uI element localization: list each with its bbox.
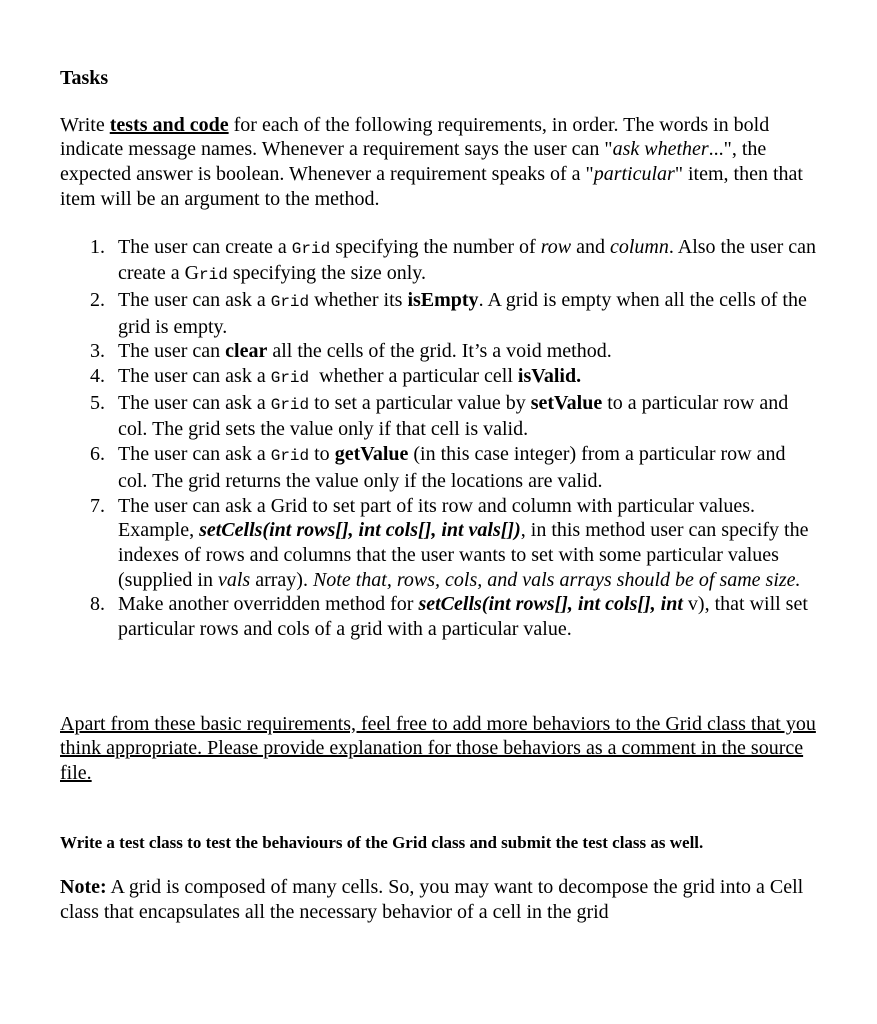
list-item-text — [118, 339, 818, 364]
text-run: Note: — [60, 875, 107, 898]
text-run: setCells(int rows[], int cols[], int — [418, 593, 683, 616]
list-item-number: 4. — [90, 365, 105, 388]
text-run: Grid — [270, 395, 310, 414]
text-run: column — [609, 235, 669, 258]
note-paragraph — [60, 875, 818, 924]
text-run: Grid — [291, 239, 331, 258]
text-run: whether its — [309, 288, 408, 311]
text-run: isValid. — [517, 365, 582, 388]
text-run: ...", the expected answer is boolean. Whenever a requirement speaks of a " — [60, 138, 767, 186]
list-item — [60, 494, 818, 593]
text-run: The user can create a — [118, 235, 292, 258]
list-item-number: 1. — [90, 235, 105, 258]
list-item — [60, 235, 818, 288]
text-run: for each of the following requirements, in order. The words in bold indicate message names. Whenever a requirement says the user can " — [60, 113, 770, 161]
extra-behaviors-paragraph — [60, 712, 818, 786]
list-item — [60, 391, 818, 442]
list-item-text — [118, 442, 818, 493]
list-item-number: 5. — [90, 391, 105, 414]
text-run: Grid — [270, 369, 310, 388]
text-run: Write — [60, 113, 110, 136]
text-run: array). — [250, 568, 313, 591]
text-run: rid — [199, 266, 228, 285]
list-item — [60, 592, 818, 641]
text-run: Grid — [270, 292, 310, 311]
text-run: Make another overridden method for — [118, 593, 419, 616]
text-run: v), that will set particular rows and cols of a grid with a particular value. — [118, 593, 808, 641]
test-class-instruction — [60, 832, 818, 854]
text-run: setValue — [530, 391, 603, 414]
text-run: vals — [218, 568, 251, 591]
text-run: to a particular row and col. The grid sets the value only if that cell is valid. — [118, 391, 789, 441]
list-item-text — [118, 391, 818, 442]
text-run: ask whether — [612, 138, 709, 161]
text-run: setCells(int rows[], int cols[], int vals[]) — [199, 519, 521, 542]
list-item-text — [118, 288, 818, 339]
text-run: getValue — [334, 443, 409, 466]
text-run: A grid is composed of many cells. So, you may want to decompose the grid into a Cell class that encapsulates all the necessary behavior of a cell in the grid — [60, 875, 804, 923]
list-item — [60, 442, 818, 493]
text-run: The user can ask a — [118, 288, 271, 311]
text-run: isEmpty — [407, 288, 479, 311]
text-run: whether a particular cell — [309, 365, 518, 388]
requirements-list — [60, 235, 818, 642]
list-item — [60, 339, 818, 364]
text-run: Grid — [270, 447, 310, 466]
text-run: . Also the user can create a G — [118, 235, 817, 285]
text-run: The user can ask a Grid to set part of its row and column with particular values. Example, — [118, 494, 756, 542]
list-item-number: 3. — [90, 340, 105, 363]
text-run: (in this case integer) from a particular row and col. The grid returns the value only if the locations are valid. — [118, 443, 786, 492]
text-run: " item, then that item will be an argument to the method. — [60, 163, 803, 210]
text-run: Apart from these basic requirements, feel free to add more behaviors to the Grid class that you think appropriate. Please provide explanation for those behaviors as a comment in the source file. — [60, 712, 816, 785]
text-run: particular — [593, 163, 675, 186]
text-run: The user can ask a — [118, 443, 271, 466]
text-run: . A grid is empty when all the cells of the grid is empty. — [118, 288, 807, 338]
list-item-number: 7. — [90, 494, 105, 517]
list-item-number: 8. — [90, 593, 105, 616]
text-run: The user can ask a — [118, 365, 271, 388]
list-item-text — [118, 592, 818, 641]
list-item — [60, 288, 818, 339]
text-run: , in this method user can specify the indexes of rows and columns that the user wants to set with some particular values (supplied in — [118, 519, 809, 591]
text-run: specifying the size only. — [227, 262, 426, 285]
list-item-text — [118, 364, 818, 391]
text-run: The user can ask a — [118, 391, 271, 414]
text-run: clear — [225, 340, 268, 363]
text-run: Note that, rows, cols, and vals arrays should be of same size. — [312, 568, 801, 591]
text-run: The user can — [118, 340, 226, 363]
list-item-text — [118, 494, 818, 593]
text-run: to — [309, 443, 335, 466]
text-run: row — [540, 235, 572, 258]
text-run: specifying the number of — [330, 235, 541, 258]
list-item-text — [118, 235, 818, 288]
text-run: tests and code — [109, 113, 229, 136]
text-run: all the cells of the grid. It’s a void method. — [267, 340, 612, 363]
text-run: and — [571, 235, 610, 258]
list-item-number: 6. — [90, 443, 105, 466]
list-item — [60, 364, 818, 391]
text-run: Write a test class to test the behaviours of the Grid class and submit the test class as well. — [60, 832, 704, 852]
doc-title: Tasks — [60, 67, 109, 89]
list-item-number: 2. — [90, 288, 105, 311]
text-run: to set a particular value by — [309, 391, 531, 414]
intro-paragraph — [60, 113, 818, 212]
